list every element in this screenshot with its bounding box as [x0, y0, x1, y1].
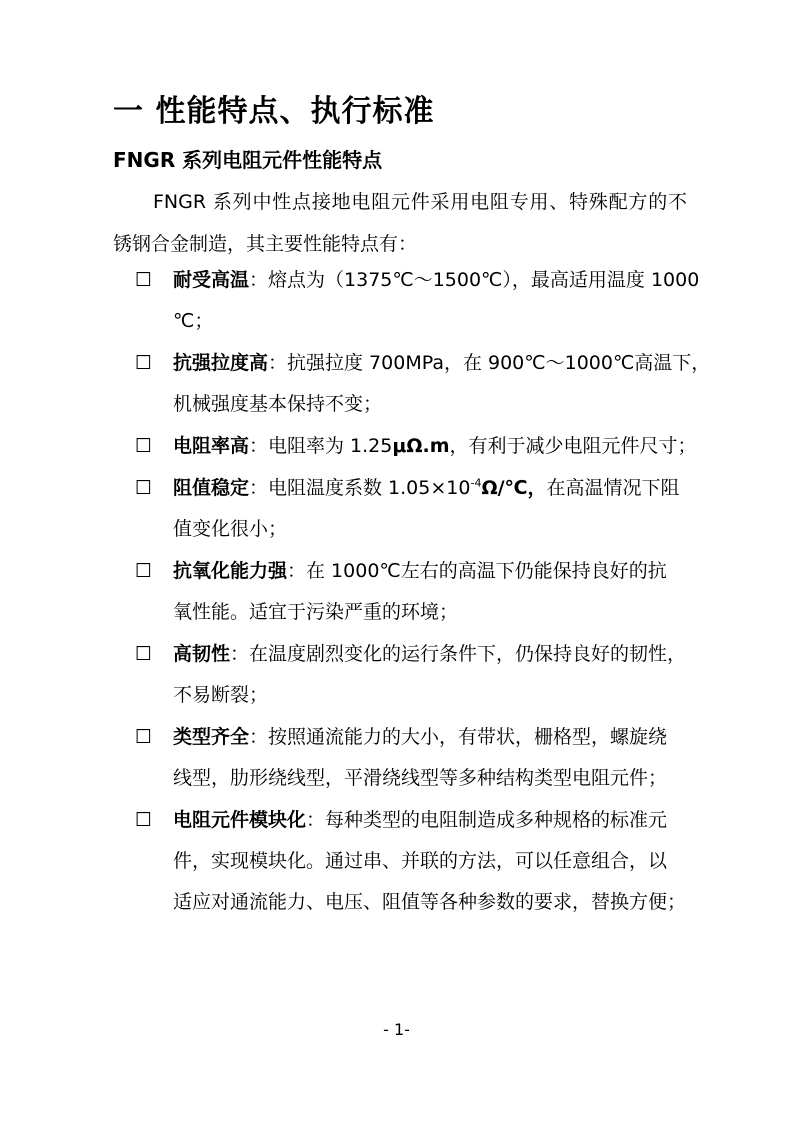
feature-term: 耐受高温 [173, 269, 250, 291]
feature-unit: μΩ.m [392, 435, 450, 457]
feature-text-cont: 机械强度基本保持不变； [173, 393, 383, 415]
feature-item-types [135, 717, 690, 799]
feature-term: 类型齐全 [173, 726, 250, 748]
feature-text-cont: 不易断裂； [173, 684, 269, 706]
feature-term: 电阻率高 [173, 435, 250, 457]
feature-text-cont: 件，实现模块化。通过串、并联的方法，可以任意组合，以 [173, 850, 668, 872]
feature-item-heat-resistance [135, 260, 700, 342]
checkbox-icon: ☐ [135, 477, 153, 499]
feature-text-cont: ℃； [173, 310, 214, 332]
feature-text: ：电阻率为 1.25 [249, 435, 393, 457]
feature-unit: Ω/℃， [481, 477, 547, 499]
feature-text-cont: 值变化很小； [173, 518, 288, 540]
checkbox-icon: ☐ [135, 560, 153, 582]
checkbox-icon: ☐ [135, 352, 153, 374]
feature-list [135, 260, 711, 924]
checkbox-icon: ☐ [135, 269, 153, 291]
intro-line-2: 锈钢合金制造，其主要性能特点有： [113, 233, 418, 255]
feature-term: 抗强拉度高 [173, 352, 269, 374]
feature-item-modular [135, 800, 690, 923]
feature-term: 电阻元件模块化 [173, 809, 307, 831]
feature-text-cont: 适应对通流能力、电压、阻值等各种参数的要求，替换方便； [173, 891, 687, 913]
feature-text: ：抗强拉度 700MPa，在 900℃～1000℃高温下， [268, 352, 711, 374]
feature-term: 高韧性 [173, 643, 231, 665]
feature-item-oxidation [135, 551, 690, 633]
page-number: - 1- [383, 1020, 410, 1039]
checkbox-icon: ☐ [135, 809, 153, 831]
section-heading: 一 性能特点、执行标准 [113, 94, 435, 129]
feature-text: ：在温度剧烈变化的运行条件下，仍保持良好的韧性， [230, 643, 687, 665]
feature-exponent: -4 [470, 476, 482, 490]
feature-item-stability [135, 468, 690, 550]
checkbox-icon: ☐ [135, 726, 153, 748]
feature-text-end: ，有利于减少电阻元件尺寸； [449, 435, 697, 457]
checkbox-icon: ☐ [135, 643, 153, 665]
checkbox-icon: ☐ [135, 435, 153, 457]
feature-item-tensile-strength [135, 343, 711, 425]
intro-line-1: FNGR 系列中性点接地电阻元件采用电阻专用、特殊配方的不 [153, 191, 687, 213]
feature-text-cont: 线型，肋形绕线型，平滑绕线型等多种结构类型电阻元件； [173, 767, 668, 789]
feature-text: ：每种类型的电阻制造成多种规格的标准元 [306, 809, 668, 831]
feature-item-resistivity [135, 426, 697, 467]
feature-term: 抗氧化能力强 [173, 560, 288, 582]
subsection-heading: FNGR 系列电阻元件性能特点 [113, 148, 383, 172]
feature-text: ：熔点为（1375℃～1500℃），最高适用温度 1000 [249, 269, 700, 291]
feature-item-toughness [135, 634, 690, 716]
feature-text-end: 在高温情况下阻 [546, 477, 680, 499]
feature-text-cont: 氧性能。适宜于污染严重的环境； [173, 601, 459, 623]
feature-text: ：在 1000℃左右的高温下仍能保持良好的抗 [287, 560, 667, 582]
feature-term: 阻值稳定 [173, 477, 250, 499]
feature-text: ：电阻温度系数 1.05×10 [249, 477, 471, 499]
intro-paragraph [113, 181, 687, 265]
feature-text: ：按照通流能力的大小，有带状，栅格型，螺旋绕 [249, 726, 668, 748]
